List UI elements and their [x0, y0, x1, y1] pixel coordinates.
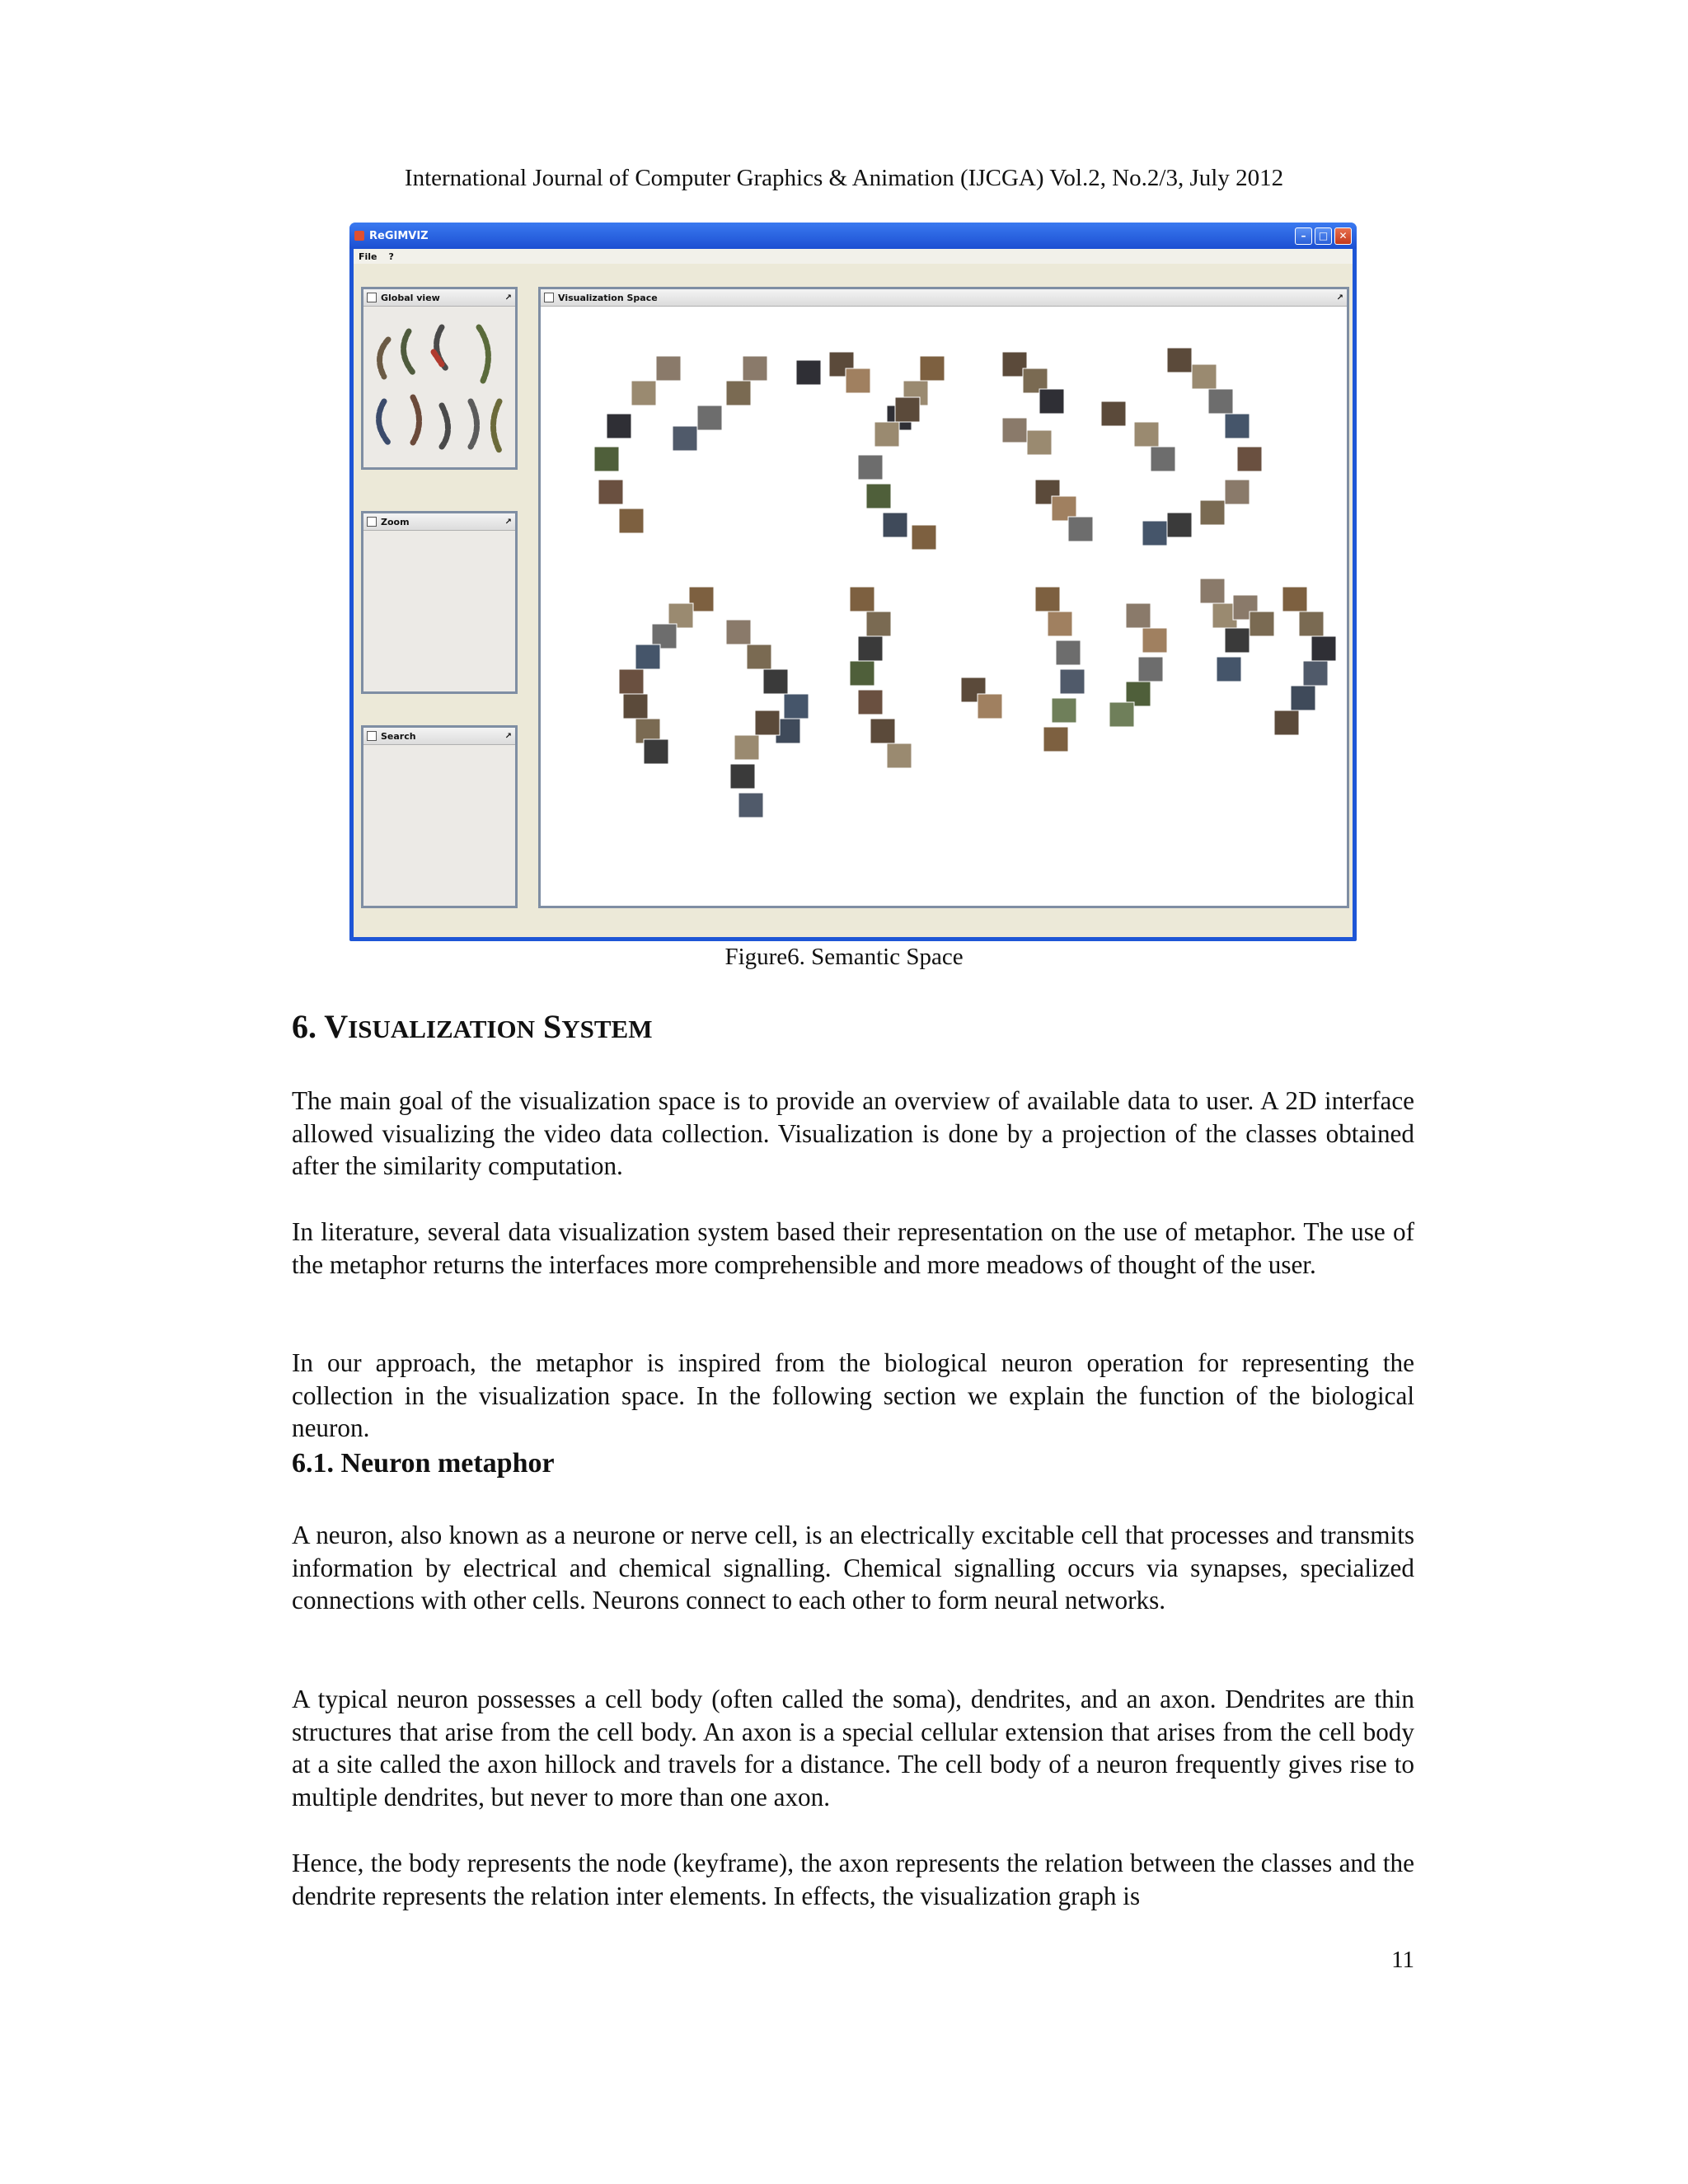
- keyframe-thumbnail[interactable]: [726, 620, 751, 644]
- keyframe-thumbnail[interactable]: [1142, 521, 1167, 546]
- keyframe-thumbnail[interactable]: [846, 368, 870, 393]
- keyframe-thumbnail[interactable]: [726, 381, 751, 405]
- section-title-second-rest: YSTEM: [561, 1015, 653, 1043]
- keyframe-thumbnail[interactable]: [1167, 348, 1192, 373]
- checkbox-icon[interactable]: [367, 731, 377, 741]
- keyframe-thumbnail[interactable]: [858, 636, 883, 661]
- keyframe-thumbnail[interactable]: [619, 669, 644, 694]
- section-title-first-rest: ISUALIZATION: [348, 1015, 535, 1043]
- keyframe-thumbnail[interactable]: [1039, 389, 1064, 414]
- zoom-header: [363, 513, 515, 531]
- checkbox-icon[interactable]: [544, 293, 554, 302]
- keyframe-thumbnail[interactable]: [978, 694, 1002, 719]
- keyframe-thumbnail[interactable]: [920, 356, 945, 381]
- keyframe-thumbnail[interactable]: [1134, 422, 1159, 447]
- global-view-header: [363, 289, 515, 307]
- app-body: [354, 249, 1353, 937]
- maximize-panel-icon[interactable]: ↗: [504, 293, 512, 302]
- menu-file[interactable]: File: [359, 251, 377, 262]
- keyframe-thumbnail[interactable]: [1250, 612, 1274, 636]
- search-canvas[interactable]: [363, 745, 515, 906]
- keyframe-thumbnail[interactable]: [912, 525, 936, 550]
- keyframe-thumbnail[interactable]: [1060, 669, 1085, 694]
- keyframe-thumbnail[interactable]: [887, 743, 912, 768]
- keyframe-thumbnail[interactable]: [730, 764, 755, 789]
- app-logo-icon: [354, 231, 364, 241]
- keyframe-thumbnail[interactable]: [1002, 418, 1027, 443]
- zoom-canvas[interactable]: [363, 531, 515, 691]
- search-header: [363, 728, 515, 745]
- keyframe-thumbnail[interactable]: [1225, 414, 1250, 438]
- keyframe-thumbnail[interactable]: [1138, 657, 1163, 682]
- keyframe-thumbnail[interactable]: [895, 397, 920, 422]
- keyframe-thumbnail[interactable]: [631, 381, 656, 405]
- keyframe-thumbnail[interactable]: [607, 414, 631, 438]
- global-view-canvas[interactable]: [363, 307, 515, 467]
- keyframe-thumbnail[interactable]: [1225, 628, 1250, 653]
- subsection-title: 6.1. Neuron metaphor: [292, 1448, 555, 1479]
- keyframe-thumbnail[interactable]: [1200, 500, 1225, 525]
- keyframe-thumbnail[interactable]: [1068, 517, 1093, 541]
- maximize-panel-icon[interactable]: ↗: [504, 731, 512, 741]
- keyframe-thumbnail[interactable]: [656, 356, 681, 381]
- app-title: ReGIMVIZ: [369, 229, 429, 242]
- keyframe-thumbnail[interactable]: [1043, 727, 1068, 752]
- global-view-thumbnail: [363, 307, 515, 467]
- keyframe-thumbnail[interactable]: [796, 360, 821, 385]
- close-icon[interactable]: ✕: [1334, 227, 1352, 245]
- keyframe-thumbnail[interactable]: [1056, 640, 1081, 665]
- keyframe-thumbnail[interactable]: [1282, 587, 1307, 612]
- keyframe-thumbnail[interactable]: [619, 509, 644, 533]
- keyframe-thumbnail[interactable]: [866, 612, 891, 636]
- keyframe-thumbnail[interactable]: [1217, 657, 1241, 682]
- checkbox-icon[interactable]: [367, 517, 377, 527]
- keyframe-thumbnail[interactable]: [743, 356, 767, 381]
- search-title: Search: [381, 730, 416, 742]
- section-number: 6.: [292, 1008, 316, 1045]
- maximize-panel-icon[interactable]: ↗: [504, 517, 512, 527]
- maximize-icon[interactable]: □: [1315, 227, 1332, 245]
- visualization-canvas[interactable]: [541, 307, 1347, 906]
- section-title-first-initial: V: [324, 1008, 349, 1045]
- keyframe-clusters: [541, 307, 1347, 906]
- keyframe-thumbnail[interactable]: [1027, 430, 1052, 455]
- keyframe-thumbnail[interactable]: [635, 644, 660, 669]
- keyframe-thumbnail[interactable]: [594, 447, 619, 471]
- global-view-title: Global view: [381, 292, 440, 303]
- keyframe-thumbnail[interactable]: [644, 739, 668, 764]
- paragraph: Hence, the body represents the node (keyframe), the axon represents the relation between the classes and the dendrite represents the relation inter elements. In effects, the visualization graph is: [292, 1849, 1414, 1910]
- keyframe-thumbnail[interactable]: [1035, 587, 1060, 612]
- keyframe-thumbnail[interactable]: [1274, 710, 1299, 735]
- paragraph: In our approach, the metaphor is inspired from the biological neuron operation for representing the collection in the visualization space. In the following section we explain the function of the biological neuron.: [292, 1348, 1414, 1442]
- menu-help[interactable]: ?: [388, 251, 394, 262]
- keyframe-thumbnail[interactable]: [1109, 702, 1134, 727]
- visualization-space-title: Visualization Space: [558, 292, 658, 303]
- keyframe-thumbnail[interactable]: [784, 694, 809, 719]
- keyframe-thumbnail[interactable]: [1311, 636, 1336, 661]
- keyframe-thumbnail[interactable]: [1291, 686, 1315, 710]
- keyframe-thumbnail[interactable]: [1208, 389, 1233, 414]
- keyframe-thumbnail[interactable]: [1126, 603, 1151, 628]
- minimize-icon[interactable]: –: [1295, 227, 1312, 245]
- keyframe-thumbnail[interactable]: [866, 484, 891, 509]
- keyframe-thumbnail[interactable]: [1200, 579, 1225, 603]
- app-menubar: [354, 249, 1353, 264]
- figure-caption: Figure6. Semantic Space: [724, 944, 964, 970]
- keyframe-thumbnail[interactable]: [870, 719, 895, 743]
- paragraph: A neuron, also known as a neurone or nerve cell, is an electrically excitable cell that processes and transmits information by electrical and chemical signalling. Chemical signalling occurs via synapses, specialized connections with other cells. Neurons connect to each other to form neural networks.: [292, 1521, 1414, 1615]
- keyframe-thumbnail[interactable]: [1237, 447, 1262, 471]
- keyframe-thumbnail[interactable]: [858, 455, 883, 480]
- keyframe-thumbnail[interactable]: [623, 694, 648, 719]
- keyframe-thumbnail[interactable]: [598, 480, 623, 504]
- keyframe-thumbnail[interactable]: [755, 710, 780, 735]
- keyframe-thumbnail[interactable]: [1167, 513, 1192, 537]
- keyframe-thumbnail[interactable]: [1052, 698, 1076, 723]
- keyframe-thumbnail[interactable]: [747, 644, 771, 669]
- keyframe-thumbnail[interactable]: [874, 422, 899, 447]
- keyframe-thumbnail[interactable]: [734, 735, 759, 760]
- checkbox-icon[interactable]: [367, 293, 377, 302]
- global-view-panel: [361, 287, 518, 470]
- visualization-space-panel: [538, 287, 1349, 908]
- visualization-space-header: [541, 289, 1347, 307]
- keyframe-thumbnail[interactable]: [763, 669, 788, 694]
- keyframe-thumbnail[interactable]: [738, 793, 763, 818]
- keyframe-thumbnail[interactable]: [1142, 628, 1167, 653]
- section-title-second-initial: S: [543, 1008, 562, 1045]
- paragraph: A typical neuron possesses a cell body (often called the soma), dendrites, and an axon. Dendrites are thin structures that arise from the cell body. An axon is a special cellular extension that arises from the cell body at a site called the axon hillock and travels for a distance. The cell body of a neuron frequently gives rise to multiple dendrites, but never to more than one axon.: [292, 1685, 1414, 1811]
- keyframe-thumbnail[interactable]: [697, 405, 722, 430]
- paragraph: In literature, several data visualization system based their representation on the use of metaphor. The use of the metaphor returns the interfaces more comprehensible and more meadows of thought of the user.: [292, 1217, 1414, 1279]
- keyframe-thumbnail[interactable]: [1048, 612, 1072, 636]
- zoom-panel: [361, 511, 518, 694]
- keyframe-thumbnail[interactable]: [858, 690, 883, 715]
- section-title: [292, 1007, 653, 1049]
- keyframe-thumbnail[interactable]: [850, 661, 874, 686]
- search-panel: [361, 725, 518, 908]
- app-titlebar: [349, 223, 1357, 249]
- maximize-panel-icon[interactable]: ↗: [1336, 293, 1343, 302]
- page-number: 11: [1391, 1947, 1414, 1973]
- figure-app-window: [349, 223, 1357, 941]
- keyframe-thumbnail[interactable]: [1101, 401, 1126, 426]
- keyframe-thumbnail[interactable]: [673, 426, 697, 451]
- zoom-title: Zoom: [381, 516, 410, 527]
- paragraph: The main goal of the visualization space is to provide an overview of available data to user. A 2D interface allowed visualizing the video data collection. Visualization is done by a projection of the classes obtained after the similarity computation.: [292, 1086, 1414, 1180]
- keyframe-thumbnail[interactable]: [1303, 661, 1328, 686]
- keyframe-thumbnail[interactable]: [1299, 612, 1324, 636]
- keyframe-thumbnail[interactable]: [883, 513, 907, 537]
- running-header: International Journal of Computer Graphics & Animation (IJCGA) Vol.2, No.2/3, July 2012: [404, 165, 1284, 191]
- keyframe-thumbnail[interactable]: [850, 587, 874, 612]
- keyframe-thumbnail[interactable]: [1225, 480, 1250, 504]
- keyframe-thumbnail[interactable]: [1151, 447, 1175, 471]
- keyframe-thumbnail[interactable]: [1192, 364, 1217, 389]
